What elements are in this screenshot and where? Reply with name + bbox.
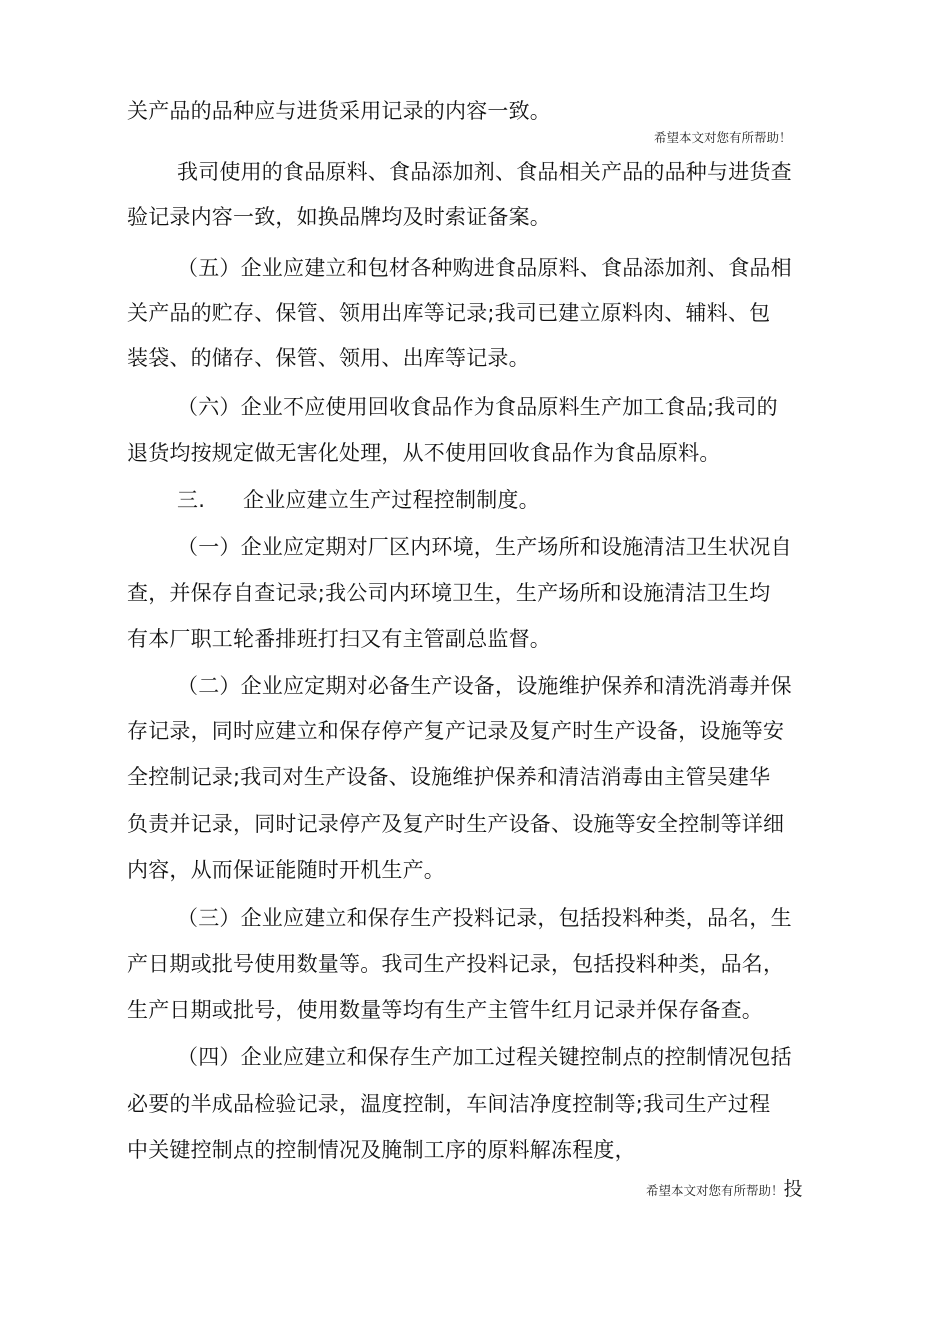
text-line: （五）企业应建立和包材各种购进食品原料、食品添加剂、食品相 — [177, 256, 792, 280]
text-line: 必要的半成品检验记录，温度控制，车间洁净度控制等;我司生产过程 — [127, 1092, 771, 1116]
text-line: （六）企业不应使用回收食品作为食品原料生产加工食品;我司的 — [177, 395, 778, 419]
section-number: 三. — [177, 488, 206, 512]
section-heading — [177, 486, 877, 514]
text-line: 存记录，同时应建立和保存停产复产记录及复产时生产设备，设施等安 — [127, 719, 785, 743]
text-line: 中关键控制点的控制情况及腌制工序的原料解冻程度， — [127, 1138, 636, 1162]
text-line: （四）企业应建立和保存生产加工过程关键控制点的控制情况包括 — [177, 1045, 792, 1069]
text-line: （二）企业应定期对必备生产设备，设施维护保养和清洗消毒并保 — [177, 674, 792, 698]
section-title: 企业应建立生产过程控制制度。 — [243, 488, 540, 512]
text-line: 内容，从而保证能随时开机生产。 — [127, 858, 445, 882]
text-line: 退货均按规定做无害化处理，从不使用回收食品作为食品原料。 — [127, 441, 721, 465]
text-line: （三）企业应建立和保存生产投料记录，包括投料种类，品名，生 — [177, 906, 792, 930]
text-line: 关产品的品种应与进货采用记录的内容一致。 — [127, 99, 551, 123]
watermark-tail-char: 投 — [783, 1178, 803, 1200]
text-line: 全控制记录;我司对生产设备、设施维护保养和清洁消毒由主管吴建华 — [127, 765, 771, 789]
watermark-bottom — [646, 1178, 803, 1200]
text-line: 关产品的贮存、保管、领用出库等记录;我司已建立原料肉、辅料、包 — [127, 301, 771, 325]
text-line: 我司使用的食品原料、食品添加剂、食品相关产品的品种与进货查 — [177, 160, 792, 184]
text-line: 验记录内容一致，如换品牌均及时索证备案。 — [127, 205, 551, 229]
text-line: 有本厂职工轮番排班打扫又有主管副总监督。 — [127, 627, 551, 651]
text-line: 产日期或批号使用数量等。我司生产投料记录，包括投料种类，品名， — [127, 952, 785, 976]
watermark-bottom-text: 希望本文对您有所帮助！ — [646, 1183, 784, 1198]
text-line: 查，并保存自查记录;我公司内环境卫生，生产场所和设施清洁卫生均 — [127, 581, 771, 605]
text-line: 生产日期或批号，使用数量等均有生产主管牛红月记录并保存备查。 — [127, 998, 763, 1022]
text-line: 负责并记录，同时记录停产及复产时生产设备、设施等安全控制等详细 — [127, 812, 785, 836]
text-line: （一）企业应定期对厂区内环境，生产场所和设施清洁卫生状况自 — [177, 535, 792, 559]
text-line: 装袋、的储存、保管、领用、出库等记录。 — [127, 346, 530, 370]
watermark-top: 希望本文对您有所帮助！ — [654, 130, 792, 145]
